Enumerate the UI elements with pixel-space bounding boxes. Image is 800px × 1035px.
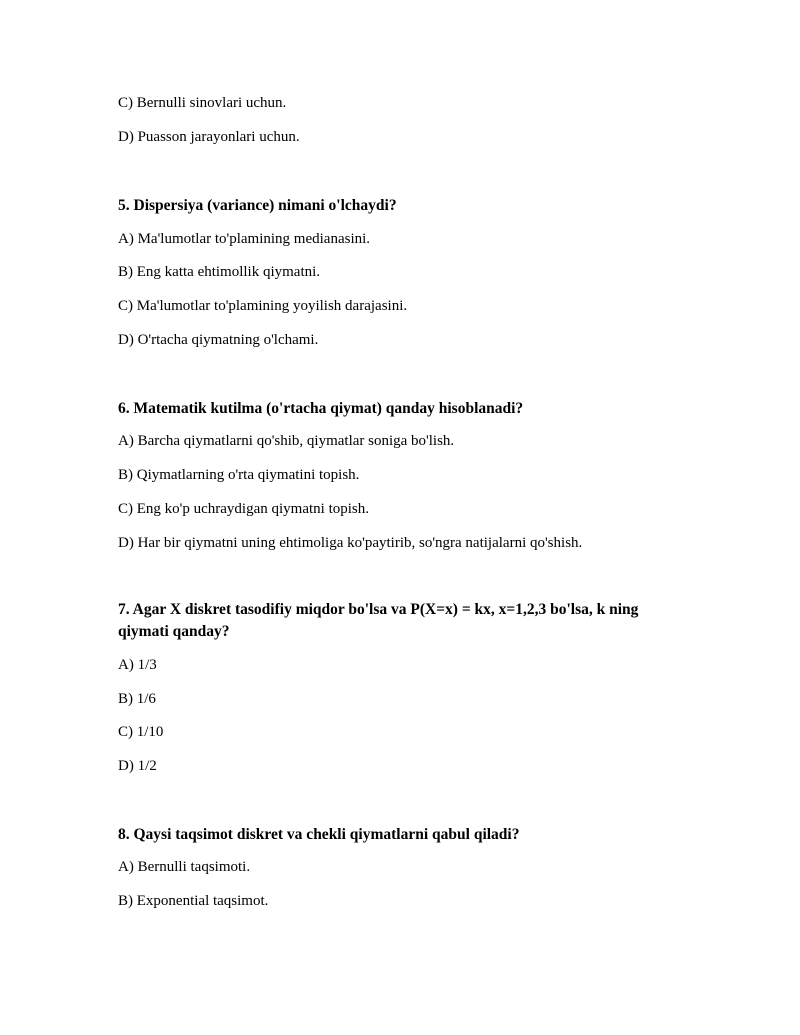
question-6-option-b: B) Qiymatlarning o'rta qiymatini topish.: [118, 467, 360, 483]
question-5-option-a: A) Ma'lumotlar to'plamining medianasini.: [118, 231, 371, 247]
question-8-heading: 8. Qaysi taqsimot diskret va chekli qiymatlarni qabul qiladi?: [118, 826, 520, 843]
question-6-option-d: D) Har bir qiymatni uning ehtimoliga ko'paytirib, so'ngra natijalarni qo'shish.: [118, 535, 583, 551]
carry-over-option-c: C) Bernulli sinovlari uchun.: [118, 95, 287, 111]
question-6-option-a: A) Barcha qiymatlarni qo'shib, qiymatlar soniga bo'lish.: [118, 433, 455, 449]
question-6-heading: 6. Matematik kutilma (o'rtacha qiymat) qanday hisoblanadi?: [118, 400, 524, 417]
question-5-option-b: B) Eng katta ehtimollik qiymatni.: [118, 264, 321, 280]
question-7-option-d: D) 1/2: [118, 758, 157, 774]
question-6-option-c: C) Eng ko'p uchraydigan qiymatni topish.: [118, 501, 370, 517]
question-5-option-c: C) Ma'lumotlar to'plamining yoyilish darajasini.: [118, 298, 408, 314]
question-5-heading: 5. Dispersiya (variance) nimani o'lchaydi?: [118, 197, 397, 214]
question-8-option-a: A) Bernulli taqsimoti.: [118, 859, 251, 875]
question-7-option-a: A) 1/3: [118, 657, 157, 673]
question-5-option-d: D) O'rtacha qiymatning o'lchami.: [118, 332, 319, 348]
question-7-option-b: B) 1/6: [118, 691, 156, 707]
question-7-heading: 7. Agar X diskret tasodifiy miqdor bo'lsa va P(X=x) = kx, x=1,2,3 bo'lsa, k ning qiymati qanday?: [118, 601, 639, 640]
question-7-option-c: C) 1/10: [118, 724, 164, 740]
question-8-option-b: B) Exponential taqsimot.: [118, 893, 269, 909]
carry-over-option-d: D) Puasson jarayonlari uchun.: [118, 129, 300, 145]
